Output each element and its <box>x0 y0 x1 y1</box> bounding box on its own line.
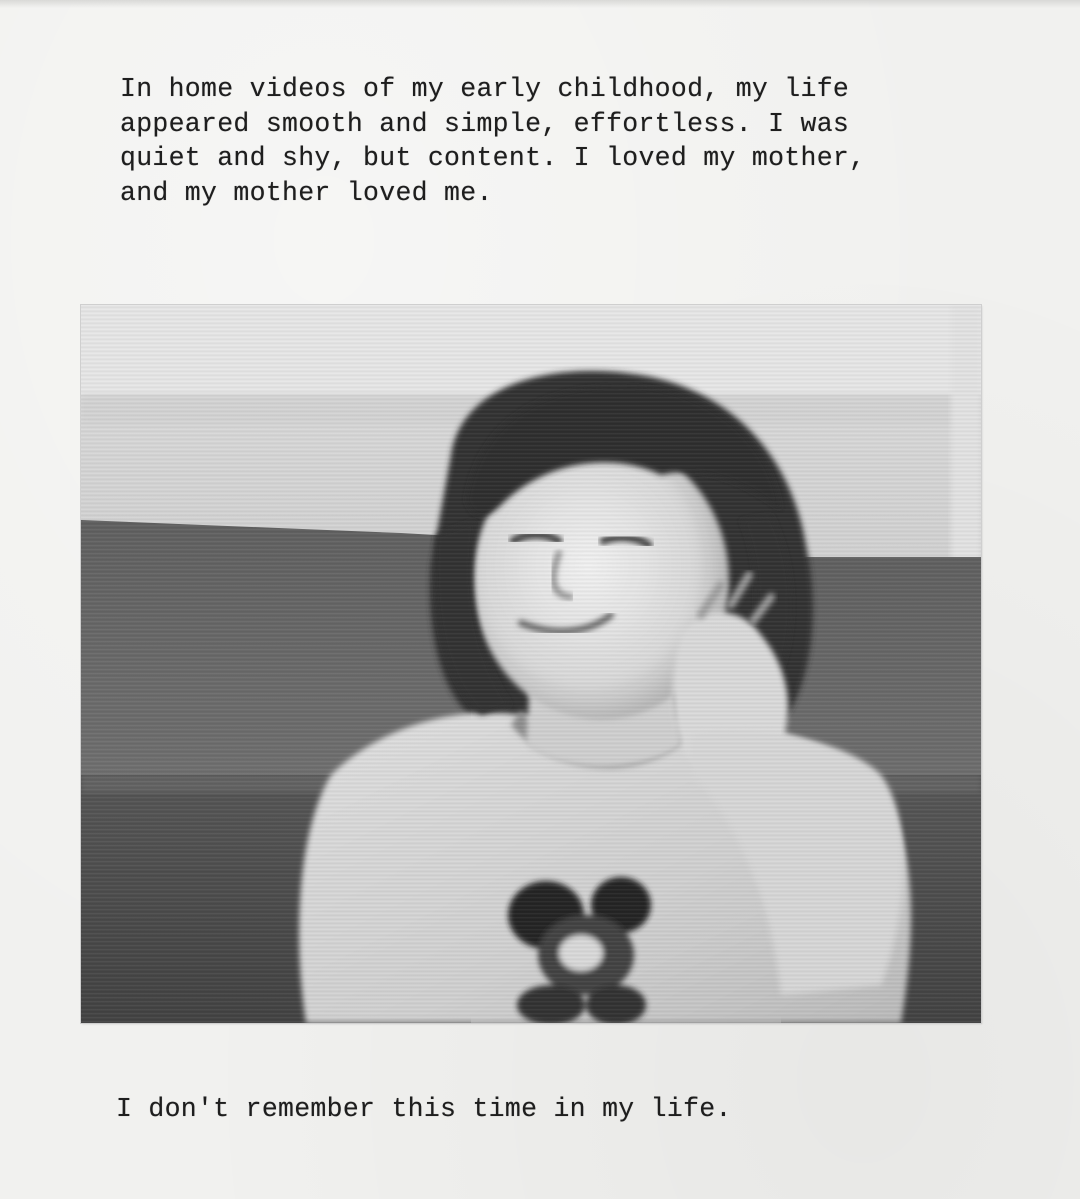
photo-illustration <box>81 305 981 1023</box>
video-still-photo <box>81 305 981 1023</box>
caption-text: I don't remember this time in my life. <box>116 1094 732 1124</box>
intro-line-4: and my mother loved me. <box>120 177 493 208</box>
intro-line-1: In home videos of my early childhood, my life <box>120 74 850 104</box>
intro-line-3: quiet and shy, but content. I loved my mother, <box>120 143 866 173</box>
intro-line-2: appeared smooth and simple, effortless. I was <box>120 108 850 139</box>
intro-text <box>120 72 910 210</box>
